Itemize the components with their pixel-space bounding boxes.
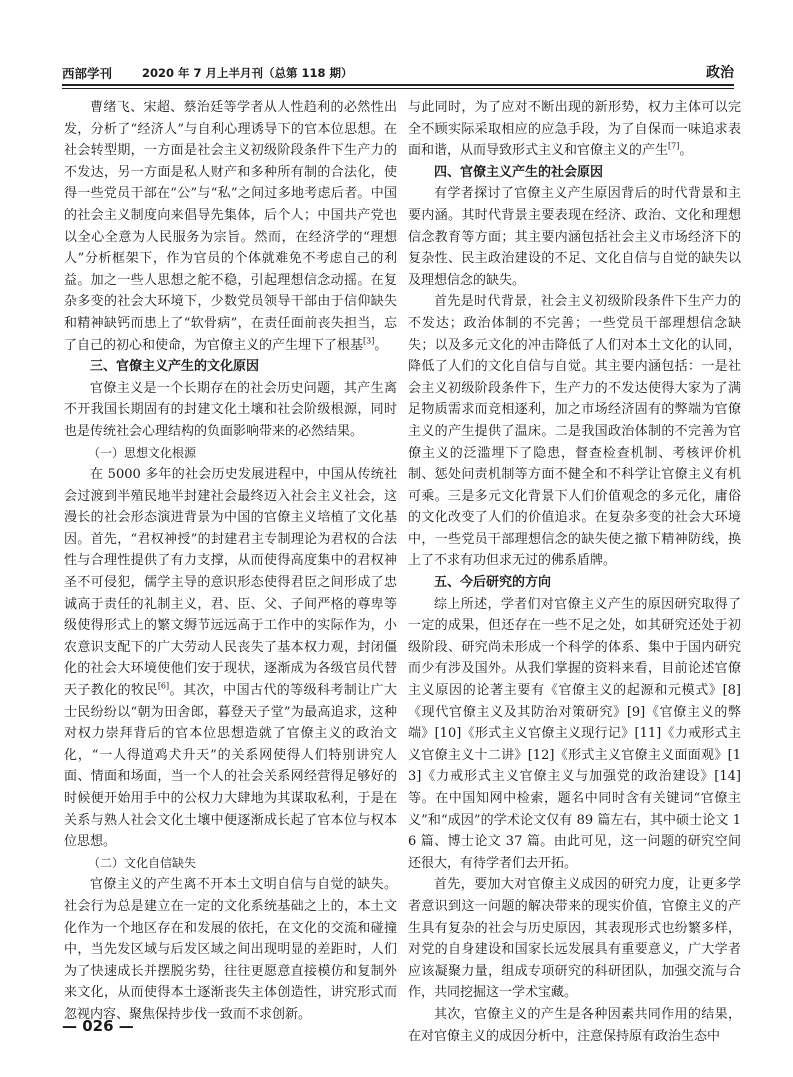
header-rule-thin xyxy=(62,88,734,89)
paragraph: 官僚主义是一个长期存在的社会历史问题，其产生离不开我国长期固有的封建文化土壤和社会阶级根源，同时也是传统社会心理结构的负面影响带来的必然结果。 xyxy=(64,380,397,439)
paragraph: 在 5000 多年的社会历史发展进程中，中国从传统社会过渡到半殖民地半封建社会最终迈入社会主义社会，这漫长的社会形态演进背景为中国的官僚主义培植了文化基因。首先，“君权神授”的封建君主专制理论为君权的合法性与合理性提供了有力支撑，从而使得高度集中的君权神圣不可侵犯，儒学主导的意识形态使得君臣之间形成了忠诚高于责任的礼制主义，君、臣、父、子间严格的尊卑等级使得形式上的繁文缛节远远高于工作中的实际作为，小农意识支配下的广大劳动人民丧失了基本权力观，封闭僵化的社会大环境使他们安于现状，逐渐成为各级官员代替天子教化的牧民[6]。其次，中国古代的等级科考制让广大士民纷纷以“朝为田舍郎，暮登天子堂”为最高追求，这种对权力崇拜背后的官本位思想造就了官僚主义的政治文化，“一人得道鸡犬升天”的关系网使得人们特别讲究人面、情面和场面，当一个人的社会关系网经营得足够好的时候便开始用手中的公权力大肆地为其谋取私利，于是在关系与熟人社会文化土壤中便逐渐成长起了官本位与权本位思想。 xyxy=(64,467,397,850)
subsection-heading: （一）思想文化根源 xyxy=(88,445,197,460)
paragraph: 综上所述，学者们对官僚主义产生的原因研究取得了一定的成果，但还存在一些不足之处，如其研究还处于初级阶段、研究尚未形成一个科学的体系、集中于国内研究而少有涉及国外。从我们掌握的资料来看，目前论述官僚主义原因的论著主要有《官僚主义的起源和元模式》[8]《现代官僚主义及其防治对策研究》[9]《官僚主义的弊端》[10]《形式主义官僚主义现行记》[11]《力戒形式主义官僚主义十二讲》[12]《形式主义官僚主义面面观》[13]《力戒形式主义官僚主义与加强党的政治建设》[14]等。在中国知网中检索，题名中同时含有关键词“官僚主义”和“成因”的学术论文仅有 89 篇左右，其中硕士论文 16 篇、博士论文 37 篇。由此可见，这一问题的研究空间还很大，有待学者们去开拓。 xyxy=(408,596,741,871)
paragraph: 首先是时代背景，社会主义初级阶段条件下生产力的不发达；政治体制的不完善；一些党员干部理想信念缺失；以及多元文化的冲击降低了人们对本土文化的认同，降低了人们的文化自信与自觉。其主要内涵包括：一是社会主义初级阶段条件下，生产力的不发达使得大家为了满足物质需求而竞相逐利，加之市场经济固有的弊端为官僚主义的产生提供了温床。二是我国政治体制的不完善为官僚主义的泛滥埋下了隐患，督查检查机制、考核评价机制、惩处问责机制等方面不健全和不科学让官僚主义有机可乘。三是多元文化背景下人们价值观念的多元化，庸俗的文化改变了人们的价值追求。在复杂多变的社会大环境中，一些党员干部理想信念的缺失使之撤下精神防线，换上了不求有功但求无过的佛系盾牌。 xyxy=(408,294,741,569)
running-header xyxy=(62,58,734,84)
header-rule-thick xyxy=(62,84,734,86)
section-heading: 三、官僚主义产生的文化原因 xyxy=(90,359,260,375)
citation: [3] xyxy=(363,336,375,346)
section-heading: 四、官僚主义产生的社会原因 xyxy=(434,164,604,180)
paragraph: 官僚主义的产生离不开本土文明自信与自觉的缺失。社会行为总是建立在一定的文化系统基础之上的，本土文化作为一个地区存在和发展的依托，在文化的交流和碰撞中，当先发区域与后发区域之间出现明显的差距时，人们为了快速成长并摆脱劣势，往往更愿意直接模仿和复制外来文化，从而使得本土逐渐丧失主体创造性，讲究形式而忽视内容、聚焦保持步伐一致而不求创新。 xyxy=(64,877,397,1022)
left-column xyxy=(64,97,397,1026)
section-label: 政治 xyxy=(706,65,734,81)
paragraph: 与此同时，为了应对不断出现的新形势，权力主体可以完全不顾实际采取相应的应急手段，为了自保而一味追求表面和谐，从而导致形式主义和官僚主义的产生[7]。 xyxy=(408,100,741,159)
citation: [6] xyxy=(157,681,170,691)
page-number: — 026 — xyxy=(62,1017,134,1035)
citation: [7] xyxy=(668,141,680,151)
journal-name: 西部学刊 xyxy=(62,66,113,81)
paragraph: 其次，官僚主义的产生是各种因素共同作用的结果，在对官僚主义的成因分析中，注意保持原有政治生态中 xyxy=(408,1006,741,1044)
section-heading: 五、今后研究的方向 xyxy=(434,575,552,591)
paragraph: 曹绪飞、宋超、蔡治廷等学者从人性趋利的必然性出发，分析了“经济人”与自利心理诱导下的官本位思想。在社会转型期，一方面是社会主义初级阶段条件下生产力的不发达，另一方面是私人财产和多种所有制的合法化，使得一些党员干部在“公”与“私”之间过多地考虑后者。中国的社会主义制度向来倡导先集体，后个人；中国共产党也以全心全意为人民服务为宗旨。然而，在经济学的“理想人”分析框架下，作为官员的个体就难免不考虑自己的利益。加之一些人思想之舵不稳，引起理想信念动摇。在复杂多变的社会大环境下，少数党员领导干部由于信仰缺失和精神缺钙而患上了“软骨病”，在责任面前丧失担当，忘了自己的初心和使命，为官僚主义的产生埋下了根基[3]。 xyxy=(64,100,397,353)
right-column xyxy=(408,97,741,1047)
paragraph: 首先，要加大对官僚主义成因的研究力度，让更多学者意识到这一问题的解决带来的现实价值，官僚主义的产生具有复杂的社会与历史原因，其表现形式也纷繁多样，对党的自身建设和国家长远发展具有重要意义，广大学者应该凝聚力量，组成专项研究的科研团队，加强交流与合作，共同挖掘这一学术宝藏。 xyxy=(408,877,741,1001)
issue-info: 2020 年 7 月上半月刊（总第 118 期） xyxy=(142,66,353,80)
subsection-heading: （二）文化自信缺失 xyxy=(88,855,197,870)
paragraph: 有学者探讨了官僚主义产生原因背后的时代背景和主要内涵。其时代背景主要表现在经济、政治、文化和理想信念教育等方面；其主要内涵包括社会主义市场经济下的复杂性、民主政治建设的不足、文化自信与自觉的缺失以及理想信念的缺失。 xyxy=(408,186,741,288)
